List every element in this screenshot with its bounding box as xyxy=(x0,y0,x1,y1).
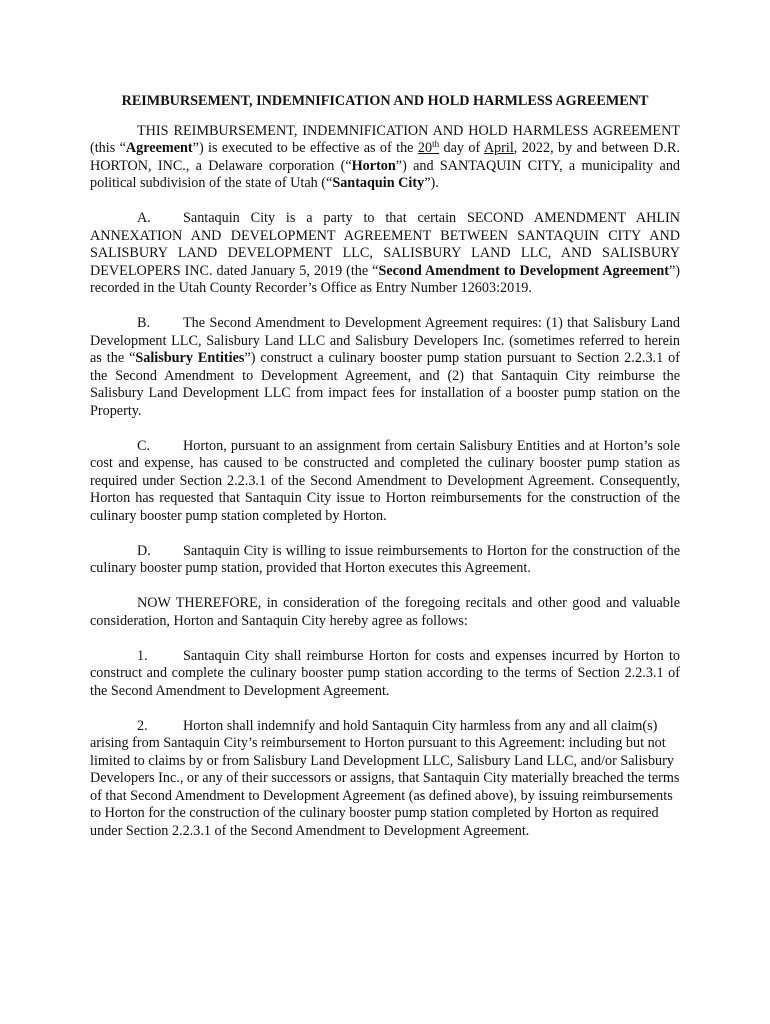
horton-defined-term: Horton xyxy=(351,157,396,174)
effective-day-suffix: th xyxy=(432,139,440,149)
recital-c-text: Horton, pursuant to an assignment from certain Salisbury Entities and at Horton’s sole cost and expense, has caused to be constructed and completed the culinary booster pump station as required under Section 2.2.3.1 of the Second Amendment to Development Agreement. Consequently, Horton has requested that Santaquin City issue to Horton reimbursements for the construction of the culinary booster pump station completed by Horton. xyxy=(90,437,680,524)
recital-d-number: D. xyxy=(137,542,151,559)
recital-b xyxy=(90,315,680,420)
section-1-text: Santaquin City shall reimburse Horton for costs and expenses incurred by Horton to construct and complete the culinary booster pump station according to the terms of Section 2.2.3.1 of the Second Amendment to Development Agreement. xyxy=(90,647,680,699)
intro-text-6: ”). xyxy=(424,175,439,191)
document-page xyxy=(90,93,680,858)
section-1-number: 1. xyxy=(137,647,148,664)
intro-text-1: THIS REIMBURSEMENT, INDEMNIFICATION AND HOLD HARMLESS AGREEMENT (this “ xyxy=(90,122,680,156)
recital-a xyxy=(90,210,680,298)
intro-text-4: , 2022, by and between D.R. HORTON, INC., a Delaware corporation (“ xyxy=(90,140,680,174)
recital-d-text: Santaquin City is willing to issue reimbursements to Horton for the construction of the culinary booster pump station, provided that Horton executes this Agreement. xyxy=(90,542,680,576)
effective-month: April xyxy=(483,140,514,156)
second-amendment-defined-term: Second Amendment to Development Agreement xyxy=(378,262,669,279)
section-2 xyxy=(90,718,680,841)
recital-c xyxy=(90,438,680,526)
city-defined-term: Santaquin City xyxy=(332,175,425,191)
section-2-text: Horton shall indemnify and hold Santaquin City harmless from any and all claim(s) arising from Santaquin City’s reimbursement to Horton pursuant to this Agreement: including but not limited to claims by or from Salisbury Land Development LLC, Salisbury Land LLC, and/or Salisbury Developers Inc., or any of their successors or assigns, that Santaquin City materially breached the terms of that Second Amendment to Development Agreement (as defined above), by issuing reimbursements to Horton for the construction of the culinary booster pump station completed by Horton as required under Section 2.2.3.1 of the Second Amendment to Development Agreement. xyxy=(90,717,680,839)
recital-d xyxy=(90,543,680,578)
effective-day xyxy=(418,140,439,156)
document-title: REIMBURSEMENT, INDEMNIFICATION AND HOLD HARMLESS AGREEMENT xyxy=(121,93,649,109)
intro-text-5: ”) and SANTAQUIN CITY, a municipality and political subdivision of the state of Utah (“ xyxy=(90,157,681,191)
intro-paragraph xyxy=(90,123,680,193)
recital-b-text-1: The Second Amendment to Development Agreement requires: (1) that Salisbury Land Development LLC, Salisbury Land LLC and Salisbury Developers Inc. (sometimes referred to herein as the “ xyxy=(90,315,680,366)
recital-b-text-2: ”) construct a culinary booster pump station pursuant to Section 2.2.3.1 of the Second Amendment to Development Agreement, and (2) that Santaquin City reimburse the Salisbury Land Development LLC from impact fees for installation of a booster pump station on the Property. xyxy=(90,350,680,419)
intro-text-3: day of xyxy=(439,140,484,156)
recital-a-number: A. xyxy=(137,210,151,226)
recital-c-number: C. xyxy=(137,437,151,454)
section-1 xyxy=(90,648,680,701)
effective-day-number: 20 xyxy=(417,140,433,156)
intro-text-2: ”) is executed to be effective as of the xyxy=(192,140,418,156)
recital-a-text-2: ”) recorded in the Utah County Recorder’s Office as Entry Number 12603:2019. xyxy=(90,262,681,296)
recital-a-text-1: Santaquin City is a party to that certain SECOND AMENDMENT AHLIN ANNEXATION AND DEVELOPMENT AGREEMENT BETWEEN SANTAQUIN CITY AND SALISBURY LAND DEVELOPMENT LLC, SALISBURY LAND LLC, AND SALISBURY DEVELOPERS INC. dated January 5, 2019 (the “ xyxy=(90,210,680,279)
agreement-defined-term: Agreement xyxy=(125,140,193,156)
salisbury-entities-defined-term: Salisbury Entities xyxy=(135,350,245,366)
now-therefore-paragraph: NOW THEREFORE, in consideration of the foregoing recitals and other good and valuable consideration, Horton and Santaquin City hereby agree as follows: xyxy=(90,595,680,629)
section-2-number: 2. xyxy=(137,717,148,734)
recital-b-number: B. xyxy=(137,315,151,331)
